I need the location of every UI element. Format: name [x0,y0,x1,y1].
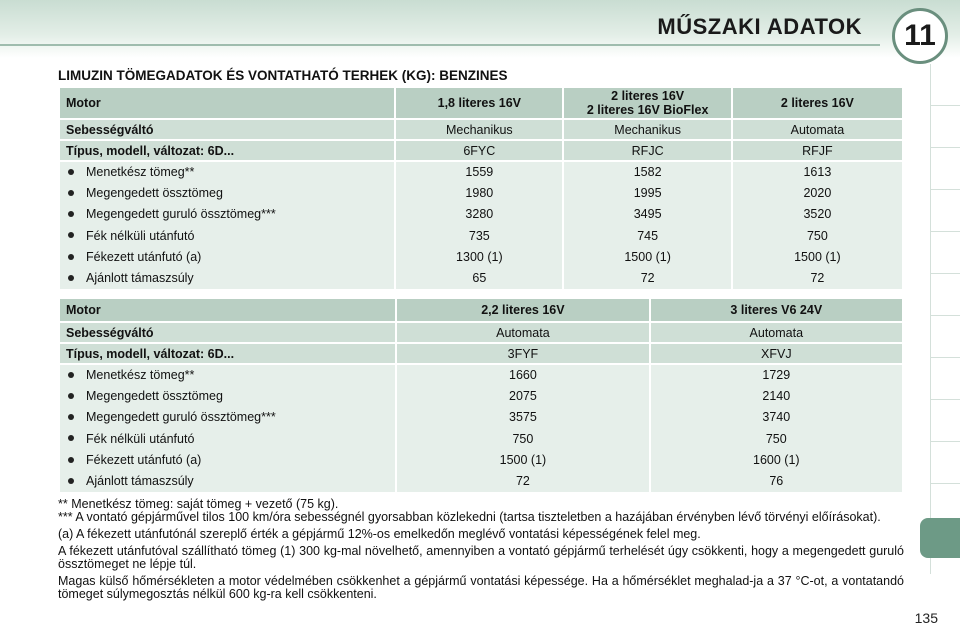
motor-row [60,88,902,118]
bullet-icon [68,372,74,378]
weight-value: 745 [637,228,659,243]
gearbox-row [60,120,902,139]
type-value: 3FYF [397,344,648,363]
weight-label-item [68,407,389,428]
gearbox-row [60,323,902,342]
doc-title: LIMUZIN TÖMEGADATOK ÉS VONTATHATÓ TERHEK (KG): BENZINES [58,68,508,83]
weight-value: 72 [810,271,825,286]
gearbox-label: Sebességváltó [60,120,394,139]
footnotes [58,498,904,601]
weight-label: Ajánlott támaszsúly [86,474,194,489]
weight-value: 1613 [803,165,832,179]
side-tab [931,316,960,358]
spec-table-2 [58,297,904,494]
weight-label: Ajánlott támaszsúly [86,271,194,286]
weight-label: Megengedett guruló össztömeg*** [86,410,276,425]
type-value: RFJF [733,141,902,160]
paragraph-temperature: Magas külső hőmérsékleten a motor védelmében csökkenhet a gépjármű vontatási képessége. Ha a hőmérséklet meghalad-ja a 37 °C-ot, a vontatandó tömeget súlymegosztás nélkül 600 kg-ra kell csökkenteni. [58,574,904,601]
weight-label-item [68,204,388,225]
weights-labels [60,162,394,289]
weight-value: 2075 [509,389,537,404]
paragraph-trailer-increase: A fékezett utánfutóval szállítható tömeg (1) 300 kg-mal növelhető, amennyiben a vontató gépjármű terhelését úgy csökkenti, hogy a megengedett guruló össztömeget ne lépje túl. [58,544,904,571]
weight-value: 1995 [633,186,662,201]
weight-label: Fék nélküli utánfutó [86,431,195,446]
side-tab [931,232,960,274]
spec-table-1 [58,86,904,291]
weight-value: 72 [640,271,655,286]
weight-value: 1500 (1) [794,249,841,264]
weight-label-item [68,450,389,471]
weight-value: 1600 (1) [753,452,800,467]
bullet-icon [68,190,74,196]
bullet-icon [68,211,74,217]
weights-labels [60,365,395,492]
weights-column [564,162,730,289]
gearbox-value: Mechanikus [396,120,562,139]
bullet-icon [68,435,74,441]
side-tab [931,358,960,400]
bullet-icon [68,457,74,463]
weight-value: 735 [468,228,490,243]
type-value: RFJC [564,141,730,160]
weight-value: 1500 (1) [499,452,547,467]
weight-label: Menetkész tömeg** [86,165,195,179]
side-tab [931,106,960,148]
weight-label: Megengedett guruló össztömeg*** [86,207,276,222]
weight-value: 65 [472,271,487,286]
weight-label-item [68,471,389,492]
page-number: 135 [914,610,938,626]
motor-value: 3 literes V6 24V [651,299,902,321]
footnote-speed-limit: *** A vontató gépjárművel tilos 100 km/óra sebességnél gyorsabban közlekedni (tartsa tiszteletben a hazájában érvényben lévő törvényi előírásokat). [58,510,881,524]
weight-value: 1660 [509,368,537,382]
motor-value-multi [564,88,730,118]
weight-value: 72 [515,474,530,489]
weight-label: Fékezett utánfutó (a) [86,249,202,264]
motor-label: Motor [60,299,395,321]
bullet-icon [68,232,74,238]
bullet-icon [68,414,74,420]
side-tab [931,442,960,484]
motor-value: 2 literes 16V [611,89,685,103]
weight-value: 1729 [762,368,791,382]
type-row [60,141,902,160]
weight-value: 750 [806,228,828,243]
weight-label-item [68,162,388,183]
side-tab [931,400,960,442]
gearbox-value: Mechanikus [564,120,730,139]
paragraph-gradient: (a) A fékezett utánfutónál szereplő érték a gépjármű 12%-os emelkedőn meglévő vontatási képességének felel meg. [58,527,701,541]
motor-row [60,299,902,321]
weight-label-item [68,429,389,450]
weight-label-item [68,247,388,268]
weight-value: 3740 [762,410,791,425]
gearbox-value: Automata [651,323,902,342]
weight-label-item [68,365,389,386]
weight-value: 750 [765,431,787,446]
weights-column [397,365,648,492]
weight-value: 1980 [465,186,494,201]
motor-value: 1,8 literes 16V [396,88,562,118]
bullet-icon [68,254,74,260]
weight-value: 76 [769,474,784,489]
weight-label-item [68,226,388,247]
gearbox-value: Automata [733,120,902,139]
weight-label: Megengedett össztömeg [86,186,223,201]
motor-value: 2 literes 16V [733,88,902,118]
weight-label: Fék nélküli utánfutó [86,228,195,243]
chapter-number: 11 [904,19,936,52]
weights-column [733,162,902,289]
weight-value: 1582 [633,165,662,179]
weight-value: 750 [512,431,534,446]
side-tab [931,190,960,232]
gearbox-label: Sebességváltó [60,323,395,342]
weights-block [60,365,902,492]
page-header [0,0,960,58]
weights-column [396,162,562,289]
weight-label: Megengedett össztömeg [86,389,223,404]
weight-label: Fékezett utánfutó (a) [86,452,202,467]
type-label: Típus, modell, változat: 6D... [60,344,395,363]
side-tab [931,148,960,190]
bullet-icon [68,275,74,281]
chapter-title: MŰSZAKI ADATOK [657,14,862,39]
weight-label: Menetkész tömeg** [86,368,195,382]
motor-label: Motor [60,88,394,118]
side-tab-active [920,518,960,558]
header-rule [0,44,880,46]
bullet-icon [68,169,74,175]
weight-label-item [68,183,388,204]
weight-value: 3495 [633,207,662,222]
weight-value: 1300 (1) [456,249,503,264]
weight-value: 2140 [762,389,791,404]
weights-column [651,365,902,492]
gearbox-value: Automata [397,323,648,342]
side-tab-strip [930,64,960,574]
motor-value: 2 literes 16V BioFlex [586,103,709,117]
footnote-curb-weight: ** Menetkész tömeg: saját tömeg + vezető (75 kg). [58,497,339,511]
weight-value: 1559 [465,165,494,179]
weight-value: 1500 (1) [624,249,671,264]
side-tab [931,274,960,316]
type-value: 6FYC [396,141,562,160]
chapter-badge [892,8,948,64]
weight-value: 3520 [803,207,832,222]
bullet-icon [68,478,74,484]
weight-value: 3575 [509,410,537,425]
type-value: XFVJ [651,344,902,363]
bullet-icon [68,393,74,399]
type-label: Típus, modell, változat: 6D... [60,141,394,160]
weight-value: 3280 [465,207,494,222]
weight-label-item [68,386,389,407]
weight-label-item [68,268,388,289]
type-row [60,344,902,363]
motor-value: 2,2 literes 16V [397,299,648,321]
side-tab [931,64,960,106]
weights-block [60,162,902,289]
weight-value: 2020 [803,186,832,201]
